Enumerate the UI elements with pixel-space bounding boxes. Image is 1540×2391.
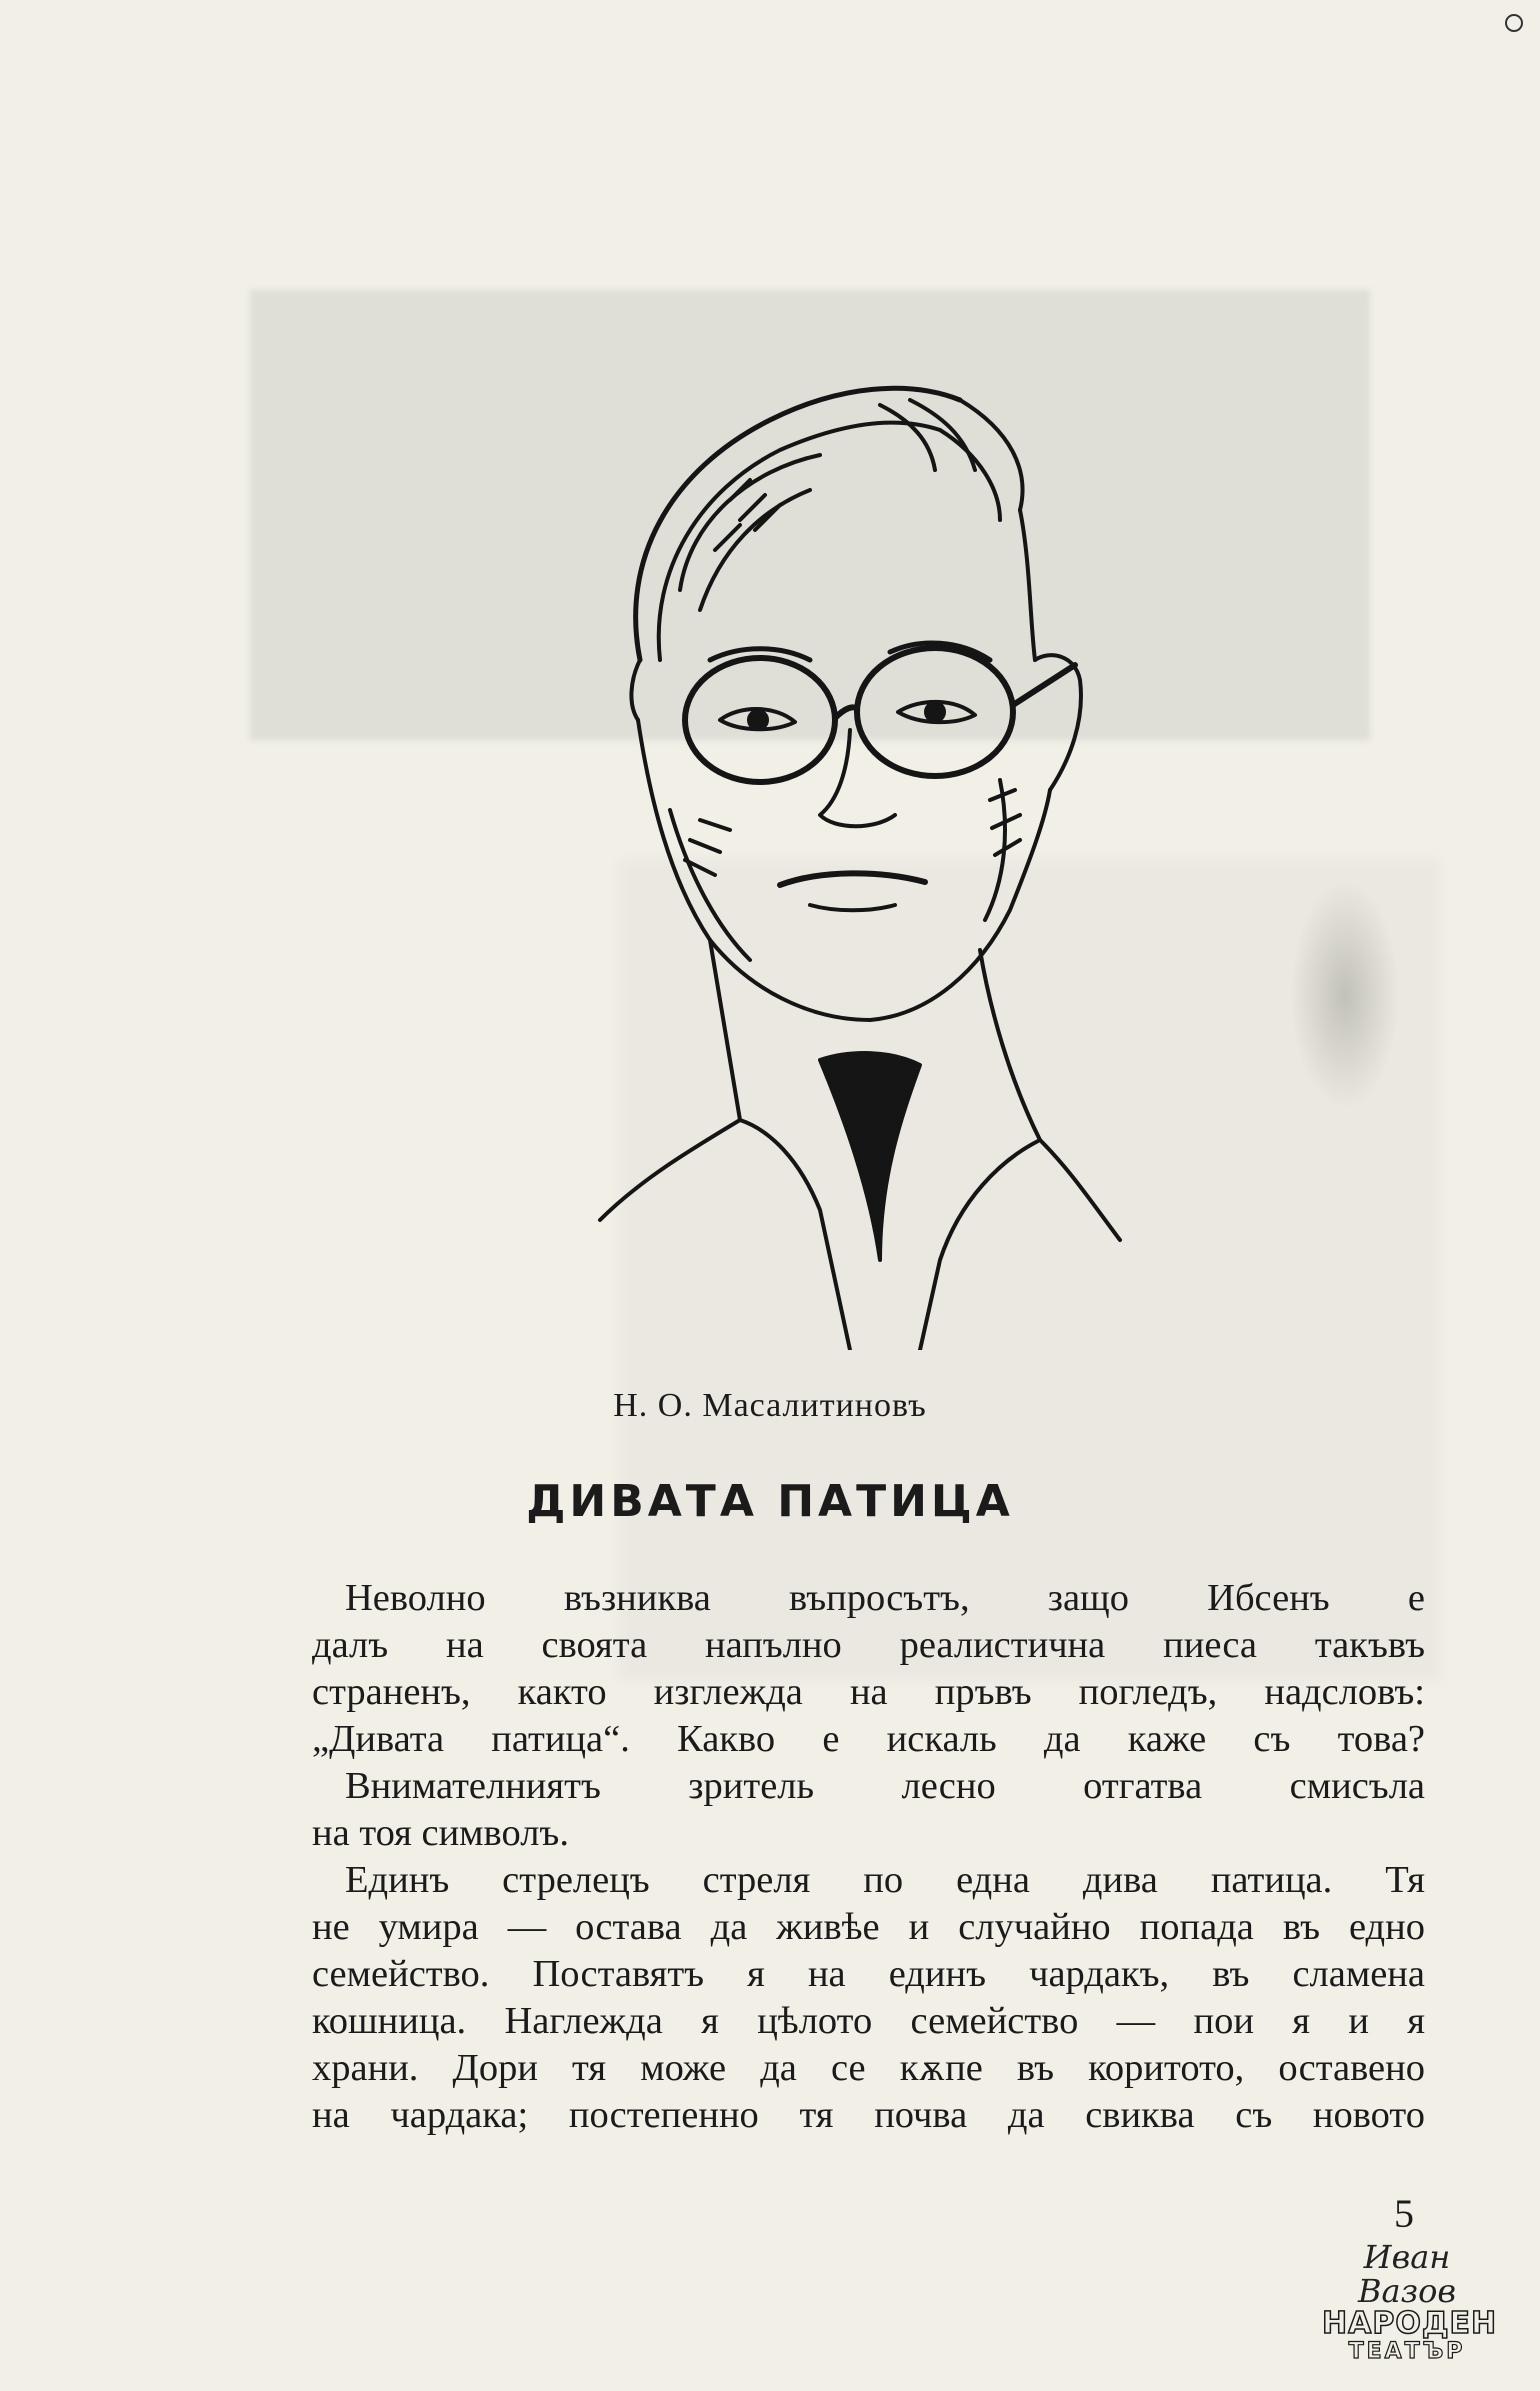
text-line: Единъ стрелецъ стреля по една дива патица. Тя [345,1859,1425,1901]
article-title: ДИВАТА ПАТИЦА [526,1476,1014,1527]
text-line: Неволно възниква въпросътъ, защо Ибсенъ е [345,1577,1425,1619]
text-line: не умира — остава да живѣе и случайно попада въ едно [312,1906,1425,1948]
portrait-caption: Н. О. Масалитиновъ [613,1387,927,1424]
paper-stain [1290,880,1400,1110]
portrait-illustration [580,360,1140,1350]
text-line: на тоя символъ. [312,1812,569,1854]
text-line: страненъ, както изглежда на пръвъ погледъ, надсловъ: [312,1671,1425,1713]
text-line: на чардака; постепенно тя почва да свиква съ новото [312,2094,1425,2136]
logo-line-2: ТЕАТЪР [1348,2339,1466,2364]
corner-mark-icon [1505,14,1523,32]
logo-signature: Иван Вазов [1358,2238,1456,2310]
page-number: 5 [1394,2191,1414,2236]
text-line: храни. Дори тя може да се кѫпе въ коритото, оставено [312,2047,1425,2089]
article-body [312,1575,1425,2139]
text-line: кошница. Наглежда я цѣлото семейство — пои я и я [312,2000,1425,2042]
text-line: „Дивата патица“. Какво е искаль да каже съ това? [312,1718,1425,1760]
logo-line-1: НАРОДЕН [1322,2306,1498,2341]
theatre-logo [1322,2238,1498,2364]
text-line: семейство. Поставятъ я на единъ чардакъ, въ сламена [312,1953,1425,1995]
text-line: далъ на своята напълно реалистична пиеса такъвъ [312,1624,1425,1666]
text-line: Внимателниятъ зритель лесно отгатва смисъла [345,1765,1425,1807]
